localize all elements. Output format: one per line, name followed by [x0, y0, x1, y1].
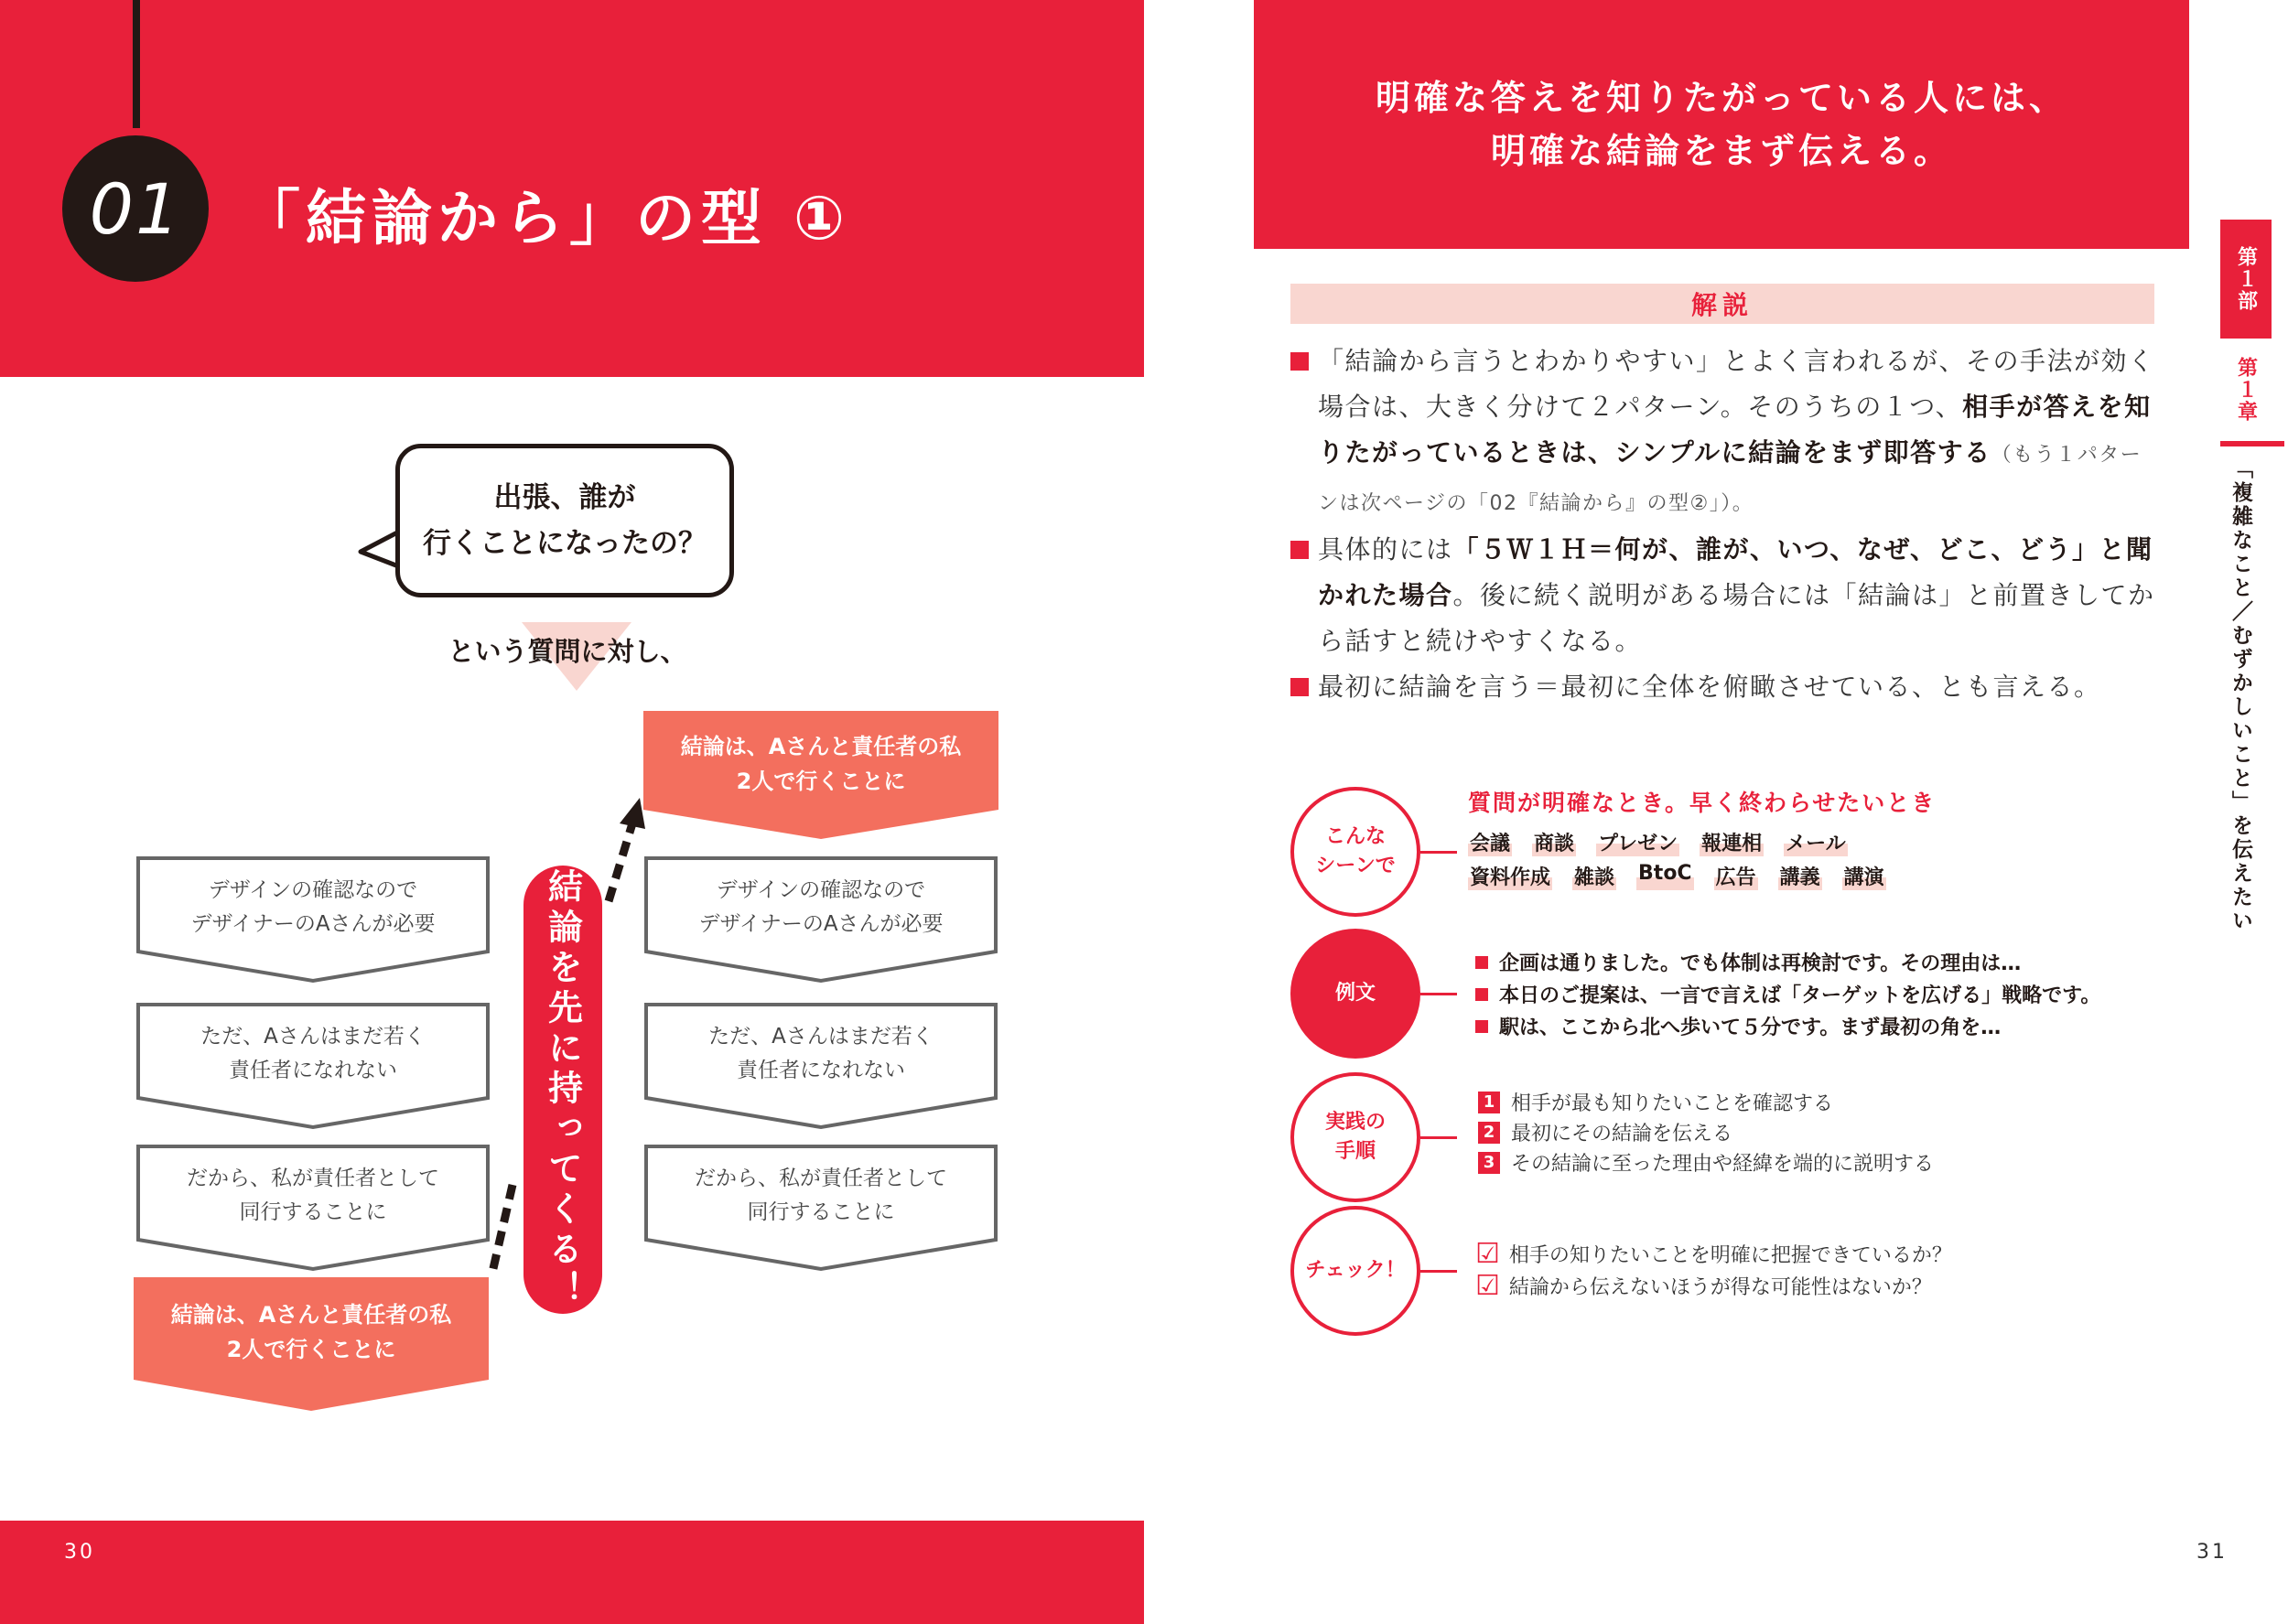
bullet-item: 具体的には「５Ｗ１Ｈ＝何が、誰が、いつ、なぜ、どこ、どう」と聞かれた場合。後に続く説明がある場合には「結論は」と前置きしてから話すと続けやすくなる。 — [1290, 527, 2160, 664]
reason-line: ただ、Aさんはまだ若く — [200, 1025, 426, 1049]
step-item: 2 最初にその結論を伝える — [1478, 1118, 1732, 1146]
checkbox-checked-icon: ☑ — [1475, 1269, 1500, 1302]
bullet-item: 「結論から言うとわかりやすい」とよく言われるが、その手法が効く場合は、大きく分けて２パターン。そのうちの１つ、相手が答えを知りたがっているときは、シンプルに結論をまず即答する（もう１パターンは次ページの「02『結論から』の型②」）。 — [1290, 339, 2160, 527]
check-circle: チェック！ — [1290, 1206, 1420, 1336]
speech-bubble — [395, 444, 734, 597]
scene-tag: 会議 — [1468, 828, 1512, 856]
side-tab-part — [2220, 220, 2272, 339]
scene-tag: 資料作成 — [1468, 862, 1552, 890]
step-item: 3 その結論に至った理由や経緯を端的に説明する — [1478, 1148, 1934, 1177]
reason-box-left-1 — [135, 855, 491, 984]
check-item: ☑ 結論から伝えないほうが得な可能性はないか？ — [1475, 1269, 1932, 1302]
reason-box-left-3 — [135, 1144, 491, 1272]
reason-line: だから、私が責任者として — [187, 1167, 439, 1190]
bullet-square-icon — [1290, 352, 1309, 371]
dashed-arrow-top — [599, 796, 654, 906]
scene-tag: 商談 — [1532, 828, 1576, 856]
commentary-bar — [1290, 284, 2154, 324]
side-tab-chapter-label: 第１章 — [2234, 357, 2258, 423]
check-item: ☑ 相手の知りたいことを明確に把握できているか？ — [1475, 1237, 1952, 1270]
reason-line: デザインの確認なので — [716, 878, 926, 902]
reason-box-right-3 — [643, 1144, 998, 1272]
reason-box-right-2 — [643, 1002, 998, 1130]
bullet-square-icon — [1290, 678, 1309, 696]
side-tab-topic: 「複雑なこと／むずかしいこと」を伝えたい — [2229, 457, 2252, 933]
reason-line: ただ、Aさんはまだ若く — [708, 1025, 934, 1049]
conclusion-line: 2人で行くことに — [226, 1337, 396, 1362]
right-header-band — [1254, 0, 2189, 249]
steps-connector — [1420, 1136, 1457, 1139]
conclusion-box-top — [643, 711, 998, 839]
reason-line: デザインの確認なので — [208, 878, 418, 902]
example-item: 企画は通りました。でも体制は再検討です。その理由は… — [1475, 948, 2021, 976]
side-tab-rule — [2220, 441, 2284, 446]
bullet-square-icon — [1475, 956, 1488, 969]
dashed-connector-bottom — [480, 1180, 526, 1281]
scene-tag: BtoC — [1636, 862, 1694, 890]
bubble-line-1: 出張、誰が — [493, 481, 636, 514]
chapter-number-badge: 01 — [62, 135, 209, 282]
examples-connector — [1420, 993, 1457, 995]
conclusion-line: 結論は、Aさんと責任者の私 — [680, 734, 962, 759]
bullet-item: 最初に結論を言う＝最初に全体を俯瞰させている、とも言える。 — [1290, 664, 2160, 710]
reason-box-right-1 — [643, 855, 998, 984]
scene-tag: プレゼン — [1596, 828, 1679, 856]
scene-tag: 講義 — [1778, 862, 1822, 890]
page-title: 「結論から」の型 ① — [240, 183, 850, 253]
reason-line: 同行することに — [747, 1200, 895, 1224]
scene-tag: メール — [1784, 828, 1848, 856]
commentary-label: 解説 — [1690, 290, 1754, 320]
example-item: 本日のご提案は、一言で言えば「ターゲットを広げる」戦略です。 — [1475, 980, 2100, 1008]
conclusion-box-bottom — [134, 1277, 489, 1411]
steps-circle: 実践の 手順 — [1290, 1072, 1420, 1202]
scene-tag: 講演 — [1842, 862, 1886, 890]
scene-title: 質問が明確なとき。早く終わらせたいとき — [1468, 790, 1937, 816]
commentary-bullets — [1290, 339, 2160, 710]
scene-connector — [1420, 851, 1457, 854]
step-item: 1 相手が最も知りたいことを確認する — [1478, 1088, 1833, 1116]
example-item: 駅は、ここから北へ歩いて５分です。まず最初の角を… — [1475, 1012, 2001, 1040]
reason-line: 責任者になれない — [229, 1059, 397, 1082]
header-line-2: 明確な結論をまず伝える。 — [1490, 131, 1952, 171]
center-label-text: 結論を先に持ってくる！ — [542, 868, 583, 1311]
bullet-square-icon — [1290, 541, 1309, 559]
examples-circle: 例文 — [1290, 929, 1420, 1059]
reason-line: デザイナーのAさんが必要 — [190, 912, 436, 936]
scene-circle: こんな シーンで — [1290, 787, 1420, 917]
side-tab-part-label: 第１部 — [2234, 246, 2258, 312]
scene-tags-row-1 — [1468, 828, 1848, 856]
scene-tag: 雑談 — [1572, 862, 1616, 890]
page-number-right: 31 — [2196, 1541, 2228, 1564]
check-connector — [1420, 1270, 1457, 1273]
header-line-1: 明確な答えを知りたがっている人には、 — [1375, 78, 2067, 118]
scene-tags-row-2 — [1468, 862, 1886, 890]
bullet-square-icon — [1475, 988, 1488, 1001]
checkbox-checked-icon: ☑ — [1475, 1237, 1500, 1270]
conclusion-line: 2人で行くことに — [736, 769, 906, 794]
question-caption: という質問に対し、 — [448, 636, 687, 667]
center-label-pill — [523, 866, 602, 1314]
reason-line: デザイナーのAさんが必要 — [698, 912, 944, 936]
reason-line: 責任者になれない — [737, 1059, 905, 1082]
side-tab-chapter — [2220, 340, 2272, 439]
scene-tag: 広告 — [1714, 862, 1758, 890]
header-vertical-line — [133, 0, 140, 128]
scene-tag: 報連相 — [1700, 828, 1764, 856]
conclusion-line: 結論は、Aさんと責任者の私 — [170, 1302, 452, 1328]
reason-box-left-2 — [135, 1002, 491, 1130]
left-footer-band — [0, 1521, 1144, 1624]
reason-line: 同行することに — [239, 1200, 387, 1224]
bullet-square-icon — [1475, 1020, 1488, 1033]
page-number-left: 30 — [64, 1541, 95, 1564]
bubble-line-2: 行くことになったの？ — [423, 527, 707, 560]
reason-line: だから、私が責任者として — [695, 1167, 947, 1190]
